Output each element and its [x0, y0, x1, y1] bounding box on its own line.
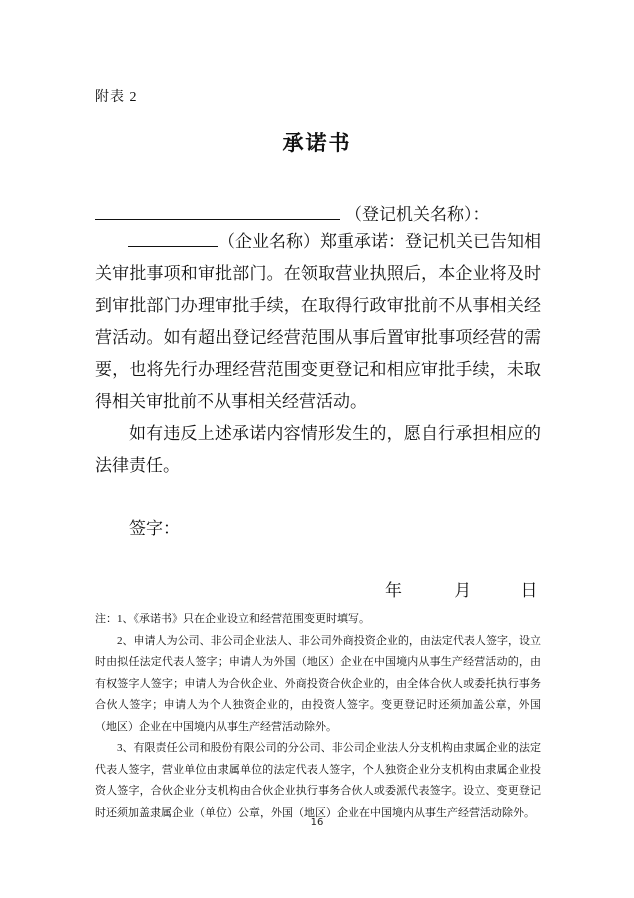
- date-year-label: 年: [385, 581, 402, 600]
- note-item-1: 注：1、《承诺书》只在企业设立和经营范围变更时填写。: [95, 613, 370, 625]
- signature-label: 签字：: [129, 519, 180, 538]
- date-day-label: 日: [520, 581, 538, 600]
- commitment-paragraph-text: （企业名称）郑重承诺：登记机关已告知相关审批事项和审批部门。在领取营业执照后，本企业将及时到审批部门办理审批手续，在取得行政审批前不从事相关经营活动。如有超出登记经营范围从事后置审批事项经营的需要，也将先行办理经营范围变更登记和相应审批手续，未取得相关审批前不从事相关经营活动。: [95, 232, 541, 411]
- date-month-label: 月: [454, 581, 472, 600]
- registration-authority-blank: [95, 201, 340, 220]
- body-text: [95, 226, 541, 482]
- appendix-label: 附表 2: [95, 90, 138, 105]
- enterprise-name-blank: [128, 228, 218, 247]
- recipient-line: [95, 201, 541, 226]
- document-title: 承诺书: [282, 131, 352, 155]
- note-item-3: 3、有限责任公司和股份有限公司的分公司、非公司企业法人分支机构由隶属企业的法定代表人签字，营业单位由隶属单位的法定代表人签字，个人独资企业分支机构由隶属企业投资人签字，合伙企业分支机构由合伙企业执行事务合伙人或委派代表签字。设立、变更登记时还须加盖隶属企业（单位）公章，外国（地区）企业在中国境内从事生产经营活动除外。: [95, 742, 541, 819]
- notes-section: [95, 609, 541, 824]
- date-line: [95, 576, 541, 601]
- note-item-2: 2、申请人为公司、非公司企业法人、非公司外商投资企业的，由法定代表人签字，设立时由拟任法定代表人签字；申请人为外国（地区）企业在中国境内从事生产经营活动的，由有权签字人签字；申请人为合伙企业、外商投资合伙企业的，由全体合伙人或委托执行事务合伙人签字；申请人为个人独资企业的，由投资人签字。变更登记时还须加盖公章，外国（地区）企业在中国境内从事生产经营活动除外。: [95, 634, 541, 733]
- commitment-paragraph: [95, 226, 541, 418]
- liability-paragraph: 如有违反上述承诺内容情形发生的，愿自行承担相应的法律责任。: [95, 424, 541, 475]
- page-number: 16: [310, 817, 324, 828]
- recipient-label: （登记机关名称）：: [345, 205, 490, 224]
